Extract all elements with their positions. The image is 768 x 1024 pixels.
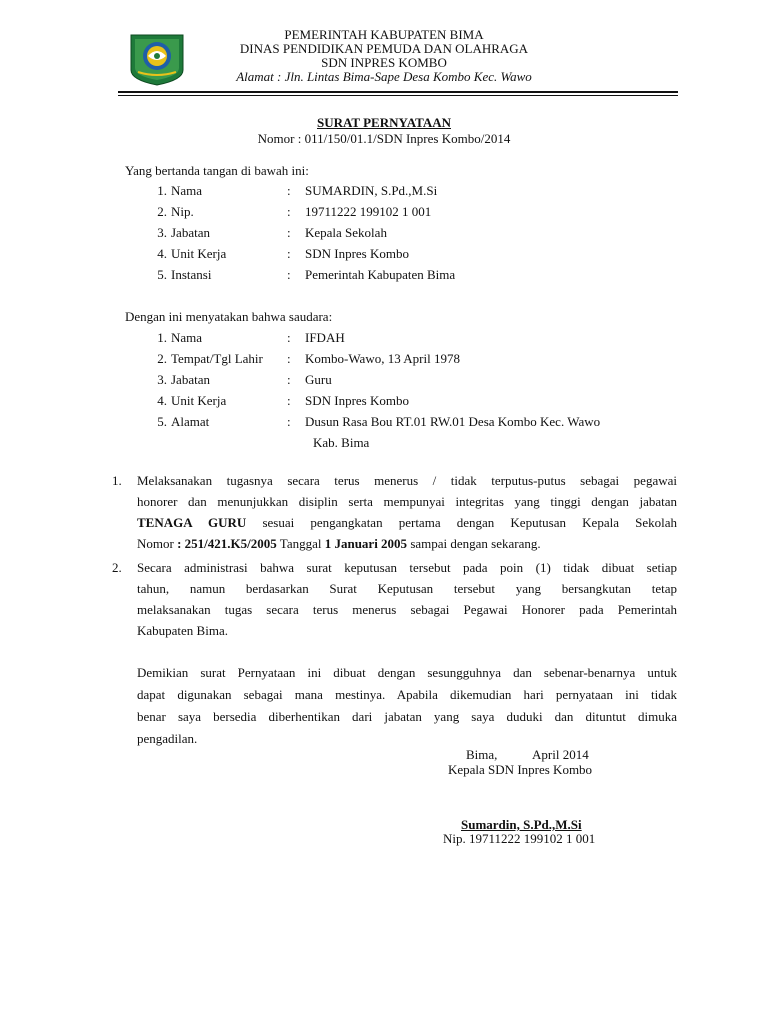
header-school: SDN INPRES KOMBO [321, 55, 447, 70]
subject-row-tempat-tgl-lahir: 2. Tempat/Tgl Lahir : Kombo-Wawo, 13 April 1978 [157, 351, 460, 366]
document-number: Nomor : 011/150/01.1/SDN Inpres Kombo/2014 [257, 131, 511, 146]
header-department: DINAS PENDIDIKAN PEMUDA DAN OLAHRAGA [239, 41, 529, 56]
signature-name: Sumardin, S.Pd.,M.Si [461, 817, 582, 832]
closing-paragraph: Demikian surat Pernyataan ini dibuat dengan sesungguhnya dan sebenar-benarnya untuk dapat digunakan sebagai mana mestinya. Apabila dikemudian hari pernyataan ini tidak benar saya bersedia diberhentikan dari jabatan yang saya duduki dan dituntut dimuka pengadilan. [137, 665, 677, 746]
signer-row-instansi: 5. Instansi : Pemerintah Kabupaten Bima [157, 267, 456, 282]
signer-row-jabatan: 3. Jabatan : Kepala Sekolah [157, 225, 387, 240]
document-title: SURAT PERNYATAAN [317, 115, 451, 130]
point-1-number: 1. [112, 473, 122, 488]
point-2-number: 2. [112, 560, 122, 575]
header-divider [118, 91, 678, 93]
point-2-text: Secara administrasi bahwa surat keputusan tersebut pada poin (1) tidak dibuat setiap tahun, namun berdasarkan Surat Keputusan tersebut yang bersangkutan tetap melaksanakan tugas secara terus menerus sebagai Pegawai Honorer pada Pemerintah Kabupaten Bima. [137, 560, 677, 638]
subject-row-nama: 1. Nama : IFDAH [157, 330, 345, 345]
subject-row-unit-kerja: 4. Unit Kerja : SDN Inpres Kombo [157, 393, 409, 408]
subject-row-alamat: 5. Alamat : Dusun Rasa Bou RT.01 RW.01 Desa Kombo Kec. Wawo [157, 414, 601, 429]
header-address: Alamat : Jln. Lintas Bima-Sape Desa Kombo Kec. Wawo [236, 69, 532, 84]
signer-row-nama: 1. Nama : SUMARDIN, S.Pd.,M.Si [157, 183, 438, 198]
header-divider-thin [118, 95, 678, 96]
signature-date: April 2014 [532, 747, 589, 762]
signer-row-unit-kerja: 4. Unit Kerja : SDN Inpres Kombo [157, 246, 409, 261]
section1-intro: Yang bertanda tangan di bawah ini: [125, 163, 309, 178]
signature-role: Kepala SDN Inpres Kombo [448, 762, 593, 777]
point-1-text: Melaksanakan tugasnya secara terus menerus / tidak terputus-putus sebagai pegawai honorer dan menunjukkan disiplin serta mempunyai integritas yang tinggi dengan jabatan TENAGA GURU sesuai pengangkatan pertama dengan Keputusan Kepala Sekolah Nomor : 251/421.K5/2005 Tanggal 1 Januari 2005 sampai dengan sekarang. [137, 473, 677, 551]
signature-place: Bima, [466, 747, 498, 762]
section2-intro: Dengan ini menyatakan bahwa saudara: [125, 309, 333, 324]
signer-row-nip: 2. Nip. : 19711222 199102 1 001 [157, 204, 432, 219]
subject-alamat-continued: Kab. Bima [313, 435, 370, 450]
subject-row-jabatan: 3. Jabatan : Guru [157, 372, 332, 387]
header-government: PEMERINTAH KABUPATEN BIMA [284, 27, 484, 42]
signature-nip: Nip. 19711222 199102 1 001 [443, 831, 596, 846]
